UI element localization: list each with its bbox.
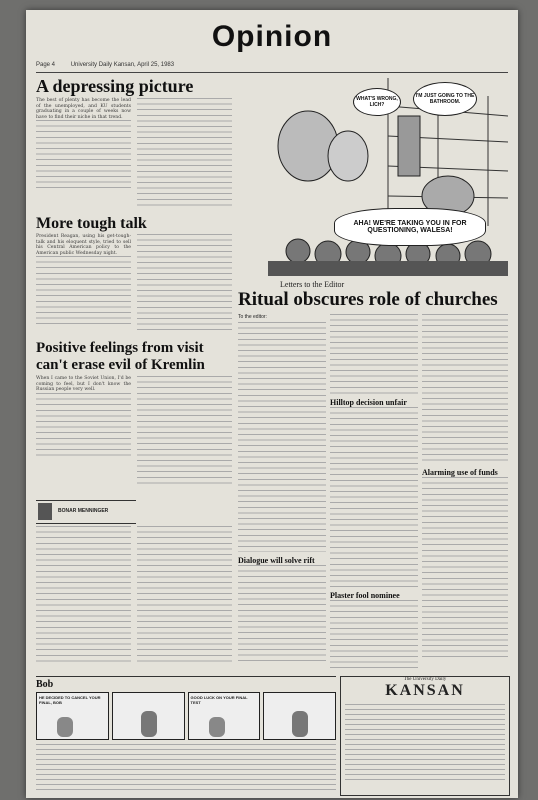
page-number: Page 4 [36, 62, 56, 68]
letters-headline: Ritual obscures role of churches [238, 289, 498, 310]
subhead-funds: Alarming use of funds [422, 468, 498, 477]
subhead-plaster: Plaster fool nominee [330, 591, 400, 600]
byline-box [36, 500, 136, 524]
article2-lead: President Reagan, using his get-tough-talk and his eloquent style, tried to sell his Central American policy to the American public Wednesday night. [36, 234, 131, 256]
letters-kicker: Letters to the Editor [280, 280, 345, 289]
letters-col1 [238, 314, 326, 674]
headline-depressing: A depressing picture [36, 76, 194, 96]
article1-lead: The best of plenty has become the lead of the unemployed, and KU students graduating in a couple of weeks now have to find their niche in that trend. [36, 98, 131, 120]
article3-col2 [137, 376, 232, 486]
subhead-dialogue: Dialogue will solve rift [238, 556, 315, 565]
editorial-cartoon [238, 76, 508, 276]
speech-bubble-1: WHAT'S WRONG, LICH? [353, 88, 401, 116]
staff-label: The University Daily [403, 677, 447, 682]
paper-date: University Daily Kansan, April 25, 1983 [70, 62, 175, 68]
staff-nameplate: KANSAN [385, 682, 465, 699]
comic-panel-2 [112, 692, 185, 740]
columnist-name: BONAR MENNINGER [58, 508, 109, 514]
comic-title: Bob [36, 679, 54, 690]
article3-col1 [36, 376, 131, 486]
section-title: Opinion [211, 20, 333, 53]
letter1-salutation: To the editor: [238, 314, 267, 320]
headline-tough-talk: More tough talk [36, 215, 147, 232]
article2-col1 [36, 234, 131, 334]
speech-bubble-3: AHA! WE'RE TAKING YOU IN FOR QUESTIONING, WALESA! [334, 208, 486, 246]
comic-panel-1: HE DECIDED TO CANCEL YOUR FINAL, BOB [36, 692, 109, 740]
article1-filler [36, 120, 131, 192]
speech-bubble-2: I'M JUST GOING TO THE BATHROOM. [413, 82, 477, 116]
comic-strip [36, 676, 336, 741]
headline-kremlin: Positive feelings from visit can't erase evil of Kremlin [36, 340, 205, 373]
article2-col2 [137, 234, 232, 334]
masthead [26, 18, 518, 58]
article1-col1 [36, 98, 131, 208]
letters-col2 [330, 314, 418, 674]
letters-col3 [422, 314, 508, 674]
comic-panel-4 [263, 692, 336, 740]
subhead-hilltop: Hilltop decision unfair [330, 398, 407, 407]
left-editorials [36, 76, 232, 506]
comic-panel-3: GOOD LUCK ON YOUR FINAL TEST [188, 692, 261, 740]
article1-col2 [137, 98, 232, 208]
staff-box [340, 676, 510, 796]
article3-lead: When I came to the Soviet Union, I'd be coming to feel, but I don't know the Russian people very well. [36, 376, 131, 393]
letters-header [238, 280, 508, 310]
columnist-photo [38, 503, 52, 520]
staff-listing [36, 744, 336, 792]
kremlin-continued [36, 526, 232, 666]
folio-line [36, 62, 508, 73]
newspaper-page [26, 10, 518, 798]
